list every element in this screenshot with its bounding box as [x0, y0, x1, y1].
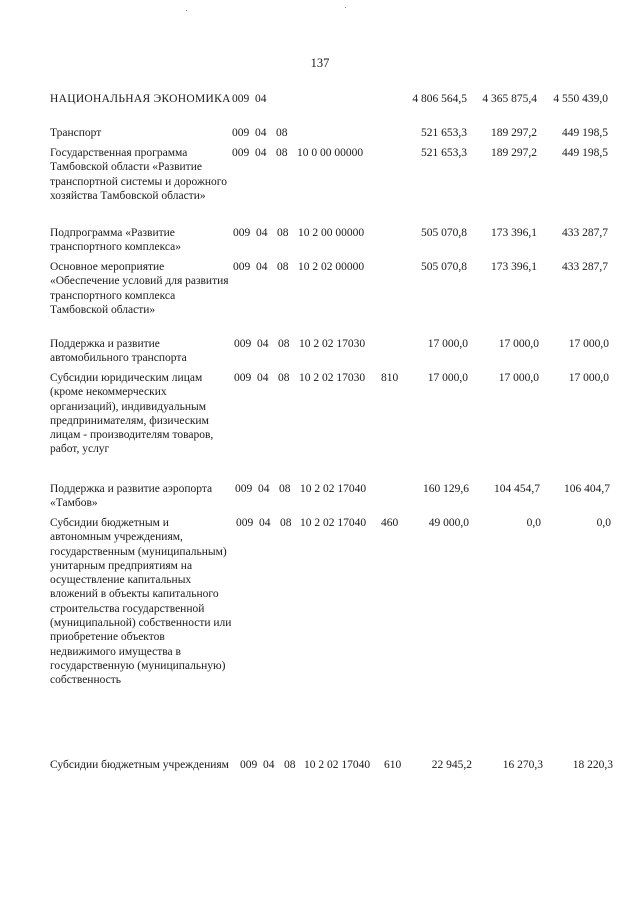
amount-2021: 449 198,5: [562, 127, 608, 139]
ministry-code: 009: [234, 338, 252, 350]
row-name: Транспорт: [50, 127, 102, 139]
scan-speck: [345, 7, 346, 8]
amount-2019: 49 000,0: [428, 517, 469, 529]
amount-2021: 18 220,3: [572, 759, 613, 771]
page-number: 137: [310, 56, 330, 70]
amount-2019: 505 070,8: [421, 261, 467, 273]
row-name: Субсидии бюджетным учреждениям: [50, 759, 229, 771]
row-name: НАЦИОНАЛЬНАЯ ЭКОНОМИКА: [50, 93, 231, 105]
amount-2019: 17 000,0: [427, 372, 468, 384]
target-article-code: 10 0 00 00000: [297, 147, 364, 159]
row-name: Основное мероприятие «Обеспечение условий для развития транспортного комплекса Тамбовской области»: [50, 261, 229, 316]
amount-2021: 0,0: [596, 517, 611, 529]
row-name: Субсидии юридическим лицам (кроме некоммерческих организаций), индивидуальным предпринимателям, физическим лицам - производителям товаров, работ, услуг: [50, 372, 214, 456]
subsection-code: 08: [277, 261, 289, 273]
target-article-code: 10 2 02 17030: [299, 338, 366, 350]
section-code: 04: [257, 372, 269, 384]
ministry-code: 009: [232, 127, 250, 139]
section-code: 04: [259, 517, 271, 529]
subsection-code: 08: [278, 338, 290, 350]
section-code: 04: [257, 338, 269, 350]
amount-2021: 17 000,0: [568, 338, 609, 350]
amount-2020: 104 454,7: [494, 483, 540, 495]
amount-2019: 521 653,3: [421, 147, 467, 159]
row-name: Поддержка и развитие автомобильного транспорта: [50, 338, 187, 365]
subsection-code: 08: [277, 227, 289, 239]
scan-speck: [186, 10, 187, 11]
expense-type-code: 810: [381, 372, 399, 384]
target-article-code: 10 2 02 17030: [299, 372, 366, 384]
section-code: 04: [263, 759, 275, 771]
amount-2021: 106 404,7: [564, 483, 610, 495]
section-code: 04: [256, 261, 268, 273]
ministry-code: 009: [232, 147, 250, 159]
target-article-code: 10 2 02 00000: [298, 261, 365, 273]
ministry-code: 009: [233, 227, 251, 239]
amount-2019: 22 945,2: [431, 759, 472, 771]
target-article-code: 10 2 00 00000: [298, 227, 365, 239]
ministry-code: 009: [236, 517, 254, 529]
ministry-code: 009: [233, 261, 251, 273]
amount-2020: 4 365 875,4: [482, 93, 537, 105]
section-code: 04: [255, 147, 267, 159]
section-code: 04: [255, 93, 267, 105]
subsection-code: 08: [276, 147, 288, 159]
section-code: 04: [258, 483, 270, 495]
section-code: 04: [255, 127, 267, 139]
amount-2021: 4 550 439,0: [553, 93, 608, 105]
row-name: Поддержка и развитие аэропорта «Тамбов»: [50, 483, 213, 510]
subsection-code: 08: [279, 483, 291, 495]
subsection-code: 08: [276, 127, 288, 139]
ministry-code: 009: [240, 759, 258, 771]
amount-2020: 17 000,0: [498, 338, 539, 350]
amount-2019: 17 000,0: [427, 338, 468, 350]
subsection-code: 08: [278, 372, 290, 384]
ministry-code: 009: [232, 93, 250, 105]
amount-2020: 189 297,2: [491, 127, 537, 139]
amount-2021: 433 287,7: [562, 227, 608, 239]
amount-2019: 505 070,8: [421, 227, 467, 239]
amount-2021: 17 000,0: [568, 372, 609, 384]
amount-2019: 521 653,3: [421, 127, 467, 139]
amount-2020: 17 000,0: [498, 372, 539, 384]
ministry-code: 009: [234, 372, 252, 384]
amount-2020: 173 396,1: [491, 227, 537, 239]
expense-type-code: 460: [381, 517, 399, 529]
row-name: Субсидии бюджетным и автономным учреждениям, государственным (муниципальным) унитарным предприятиям на осуществление капитальных вложений в объекты капитального строительства государственной (муниципальной) собственности или приобретение объектов недвижимого имущества в государственную (муниципальную) собственность: [50, 517, 232, 687]
amount-2021: 433 287,7: [562, 261, 608, 273]
expense-type-code: 610: [384, 759, 402, 771]
section-code: 04: [256, 227, 268, 239]
amount-2020: 16 270,3: [502, 759, 543, 771]
amount-2020: 173 396,1: [491, 261, 537, 273]
amount-2020: 0,0: [526, 517, 541, 529]
subsection-code: 08: [284, 759, 296, 771]
ministry-code: 009: [235, 483, 253, 495]
subsection-code: 08: [280, 517, 292, 529]
target-article-code: 10 2 02 17040: [304, 759, 371, 771]
target-article-code: 10 2 02 17040: [300, 517, 367, 529]
row-name: Подпрограмма «Развитие транспортного комплекса»: [50, 227, 181, 254]
target-article-code: 10 2 02 17040: [300, 483, 367, 495]
row-name: Государственная программа Тамбовской области «Развитие транспортной системы и дорожного хозяйства Тамбовской области»: [50, 147, 227, 202]
amount-2021: 449 198,5: [562, 147, 608, 159]
amount-2020: 189 297,2: [491, 147, 537, 159]
amount-2019: 4 806 564,5: [412, 93, 467, 105]
amount-2019: 160 129,6: [423, 483, 469, 495]
